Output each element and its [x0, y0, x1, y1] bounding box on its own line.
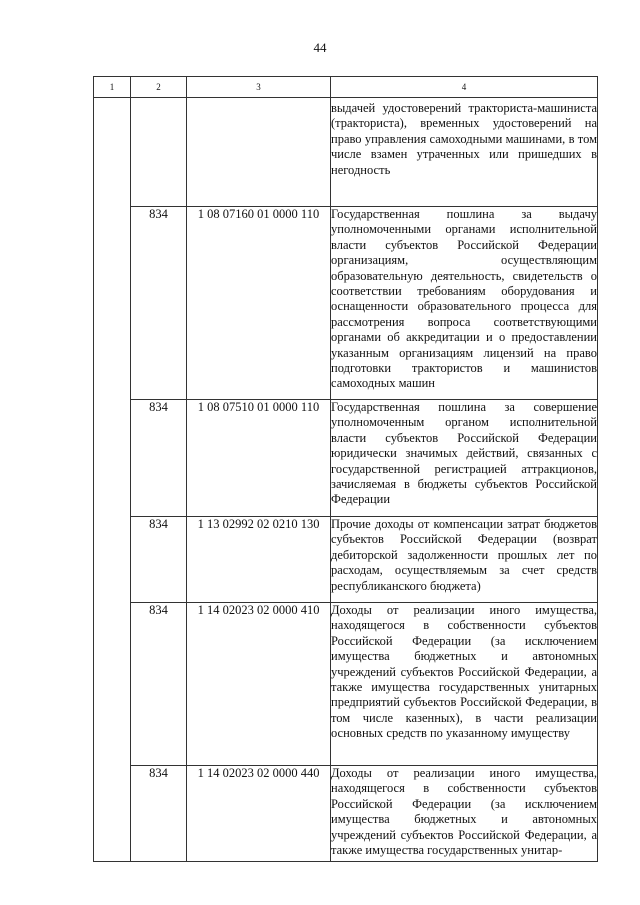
revenue-codes-table: [93, 76, 598, 862]
admin-code-cell: 834: [131, 400, 187, 517]
table-row: [94, 98, 598, 207]
table-row: [94, 400, 598, 517]
column-number-4: 4: [331, 77, 598, 98]
budget-code-cell: 1 08 07510 01 0000 110: [187, 400, 331, 517]
budget-code-cell: [187, 98, 331, 207]
admin-code-cell: 834: [131, 603, 187, 766]
description-cell: Государственная пошлина за совершение уполномоченным органом исполнительной власти субъектов Российской Федерации юридически значимых действий, связанных с государственной регистрацией аттракционов, зачисляемая в бюджеты субъектов Российской Федерации: [331, 400, 598, 517]
budget-code-cell: 1 14 02023 02 0000 440: [187, 766, 331, 862]
budget-code-cell: 1 08 07160 01 0000 110: [187, 207, 331, 400]
description-cell: Доходы от реализации иного имущества, находящегося в собственности субъектов Российской Федерации (за исключением имущества бюджетных и автономных учреждений субъектов Российской Федерации, а также имущества государственных унитар-: [331, 766, 598, 862]
table-row: [94, 603, 598, 766]
admin-code-cell: [131, 98, 187, 207]
admin-code-cell: 834: [131, 517, 187, 603]
description-cell: Доходы от реализации иного имущества, находящегося в собственности субъектов Российской Федерации (за исключением имущества бюджетных и автономных учреждений субъектов Российской Федерации, а также имущества государственных унитарных предприятий субъектов Российской Федерации, в том числе казенных), в части реализации основных средств по указанному имуществу: [331, 603, 598, 766]
table-row: [94, 207, 598, 400]
admin-code-cell: 834: [131, 207, 187, 400]
table-row: [94, 517, 598, 603]
column-number-2: 2: [131, 77, 187, 98]
description-cell: Прочие доходы от компенсации затрат бюджетов субъектов Российской Федерации (возврат дебиторской задолженности прошлых лет по расходам, осуществляемым за счет средств республиканского бюджета): [331, 517, 598, 603]
merged-first-column: [94, 98, 131, 862]
budget-code-cell: 1 13 02992 02 0210 130: [187, 517, 331, 603]
table-header-row: [94, 77, 598, 98]
description-cell: Государственная пошлина за выдачу уполномоченными органами исполнительной власти субъектов Российской Федерации организациям, осуществляющим образовательную деятельность, свидетельств о соответствии требованиям оборудования и оснащенности образовательного процесса для рассмотрения вопроса соответствующими органами об аккредитации и о предоставлении указанным организациям лицензий на право подготовки трактористов и машинистов самоходных машин: [331, 207, 598, 400]
page-number: 44: [313, 40, 327, 55]
admin-code-cell: 834: [131, 766, 187, 862]
description-cell: выдачей удостоверений тракториста-машиниста (тракториста), временных удостоверений на право управления самоходными машинами, в том числе взамен утраченных или пришедших в негодность: [331, 98, 598, 207]
column-number-3: 3: [187, 77, 331, 98]
table-row: [94, 766, 598, 862]
budget-code-cell: 1 14 02023 02 0000 410: [187, 603, 331, 766]
column-number-1: 1: [94, 77, 131, 98]
